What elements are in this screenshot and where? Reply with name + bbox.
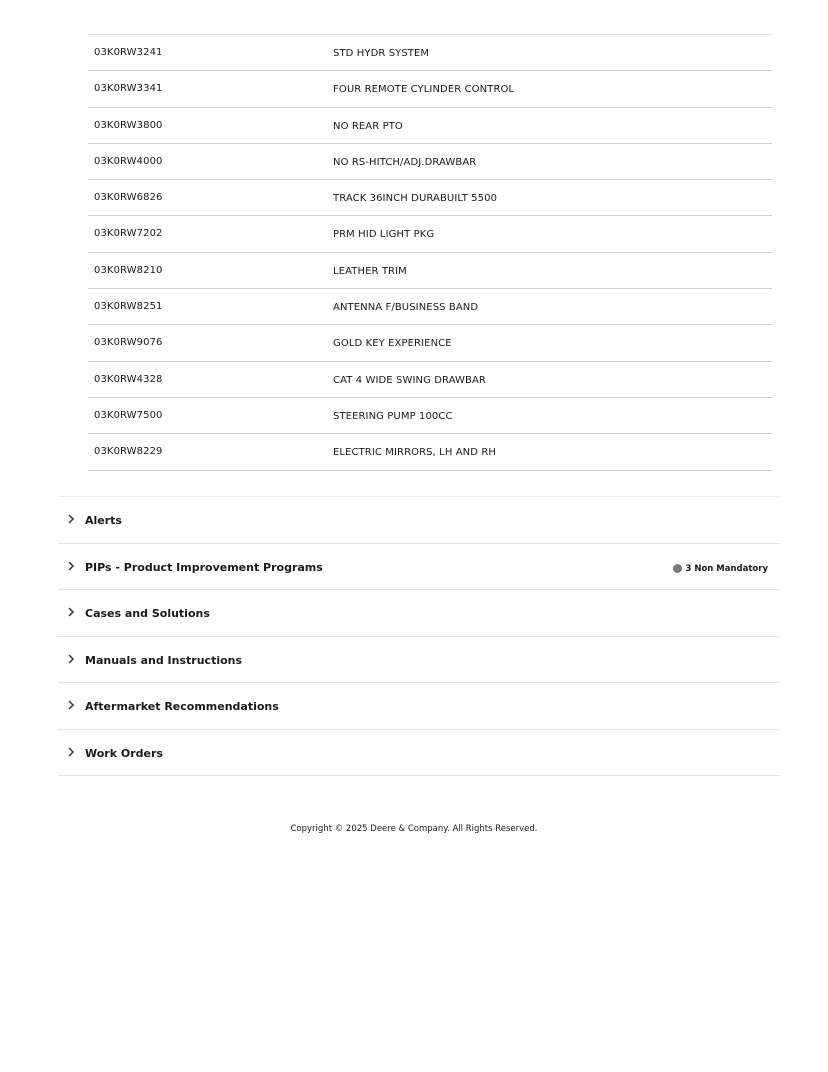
option-row: [88, 108, 772, 144]
section-alerts[interactable]: [58, 497, 780, 544]
option-description: TRACK 36INCH DURABUILT 5500: [333, 193, 498, 205]
option-row: [88, 34, 772, 71]
chevron-right-icon: [66, 653, 76, 665]
option-row: [88, 216, 772, 252]
section-title: Manuals and Instructions: [85, 653, 243, 667]
chevron-right-icon: [66, 560, 76, 572]
option-description: LEATHER TRIM: [333, 265, 407, 277]
option-code: 03K0RW7500: [94, 409, 163, 421]
option-row: [88, 289, 772, 325]
section-title: Aftermarket Recommendations: [85, 700, 279, 713]
option-row: [88, 71, 772, 107]
section-work-orders[interactable]: [58, 730, 780, 777]
option-row: [88, 434, 772, 470]
options-table: [88, 34, 772, 471]
option-code: 03K0RW8229: [94, 446, 163, 458]
chevron-right-icon: [66, 746, 76, 758]
option-code: 03K0RW6826: [94, 192, 163, 204]
option-description: NO RS-HITCH/ADJ.DRAWBAR: [333, 156, 477, 168]
option-description: STD HYDR SYSTEM: [333, 48, 430, 59]
option-description: NO REAR PTO: [333, 120, 403, 132]
chevron-right-icon: [66, 699, 76, 711]
option-description: ANTENNA F/BUSINESS BAND: [333, 302, 479, 314]
copyright-text: Copyright © 2025 Deere & Company. All Rights Reserved.: [290, 824, 538, 834]
option-description: GOLD KEY EXPERIENCE: [333, 338, 452, 350]
option-row: [88, 362, 772, 398]
section-title: Alerts: [85, 514, 122, 527]
option-code: 03K0RW3800: [94, 119, 163, 131]
option-description: PRM HID LIGHT PKG: [333, 229, 435, 241]
section-aftermarket-recommendations[interactable]: [58, 683, 780, 730]
option-description: FOUR REMOTE CYLINDER CONTROL: [333, 84, 515, 96]
status-dot-icon: [673, 564, 682, 573]
option-code: 03K0RW4000: [94, 155, 163, 167]
option-row: [88, 144, 772, 180]
option-code: 03K0RW3241: [94, 47, 163, 58]
option-row: [88, 398, 772, 434]
option-row: [88, 253, 772, 289]
detail-sections: [58, 496, 780, 776]
section-title: Cases and Solutions: [85, 607, 210, 620]
option-description: STEERING PUMP 100CC: [333, 410, 453, 422]
option-code: 03K0RW8251: [94, 301, 163, 313]
status-badge: [673, 564, 768, 574]
option-row: [88, 325, 772, 361]
section-title: PIPs - Product Improvement Programs: [85, 560, 323, 574]
section-title: Work Orders: [85, 746, 163, 760]
option-code: 03K0RW7202: [94, 228, 163, 240]
option-description: ELECTRIC MIRRORS, LH AND RH: [333, 447, 496, 459]
option-code: 03K0RW8210: [94, 264, 163, 276]
option-row: [88, 180, 772, 216]
option-code: 03K0RW4328: [94, 373, 163, 385]
badge-label: 3 Non Mandatory: [685, 563, 768, 574]
chevron-right-icon: [66, 513, 76, 525]
option-description: CAT 4 WIDE SWING DRAWBAR: [333, 374, 486, 386]
section-manuals-and-instructions[interactable]: [58, 637, 780, 684]
section-cases-and-solutions[interactable]: [58, 590, 780, 637]
option-code: 03K0RW3341: [94, 83, 163, 95]
chevron-right-icon: [66, 606, 76, 618]
section-pips-product-improvement-programs[interactable]: [58, 544, 780, 591]
option-code: 03K0RW9076: [94, 337, 163, 349]
